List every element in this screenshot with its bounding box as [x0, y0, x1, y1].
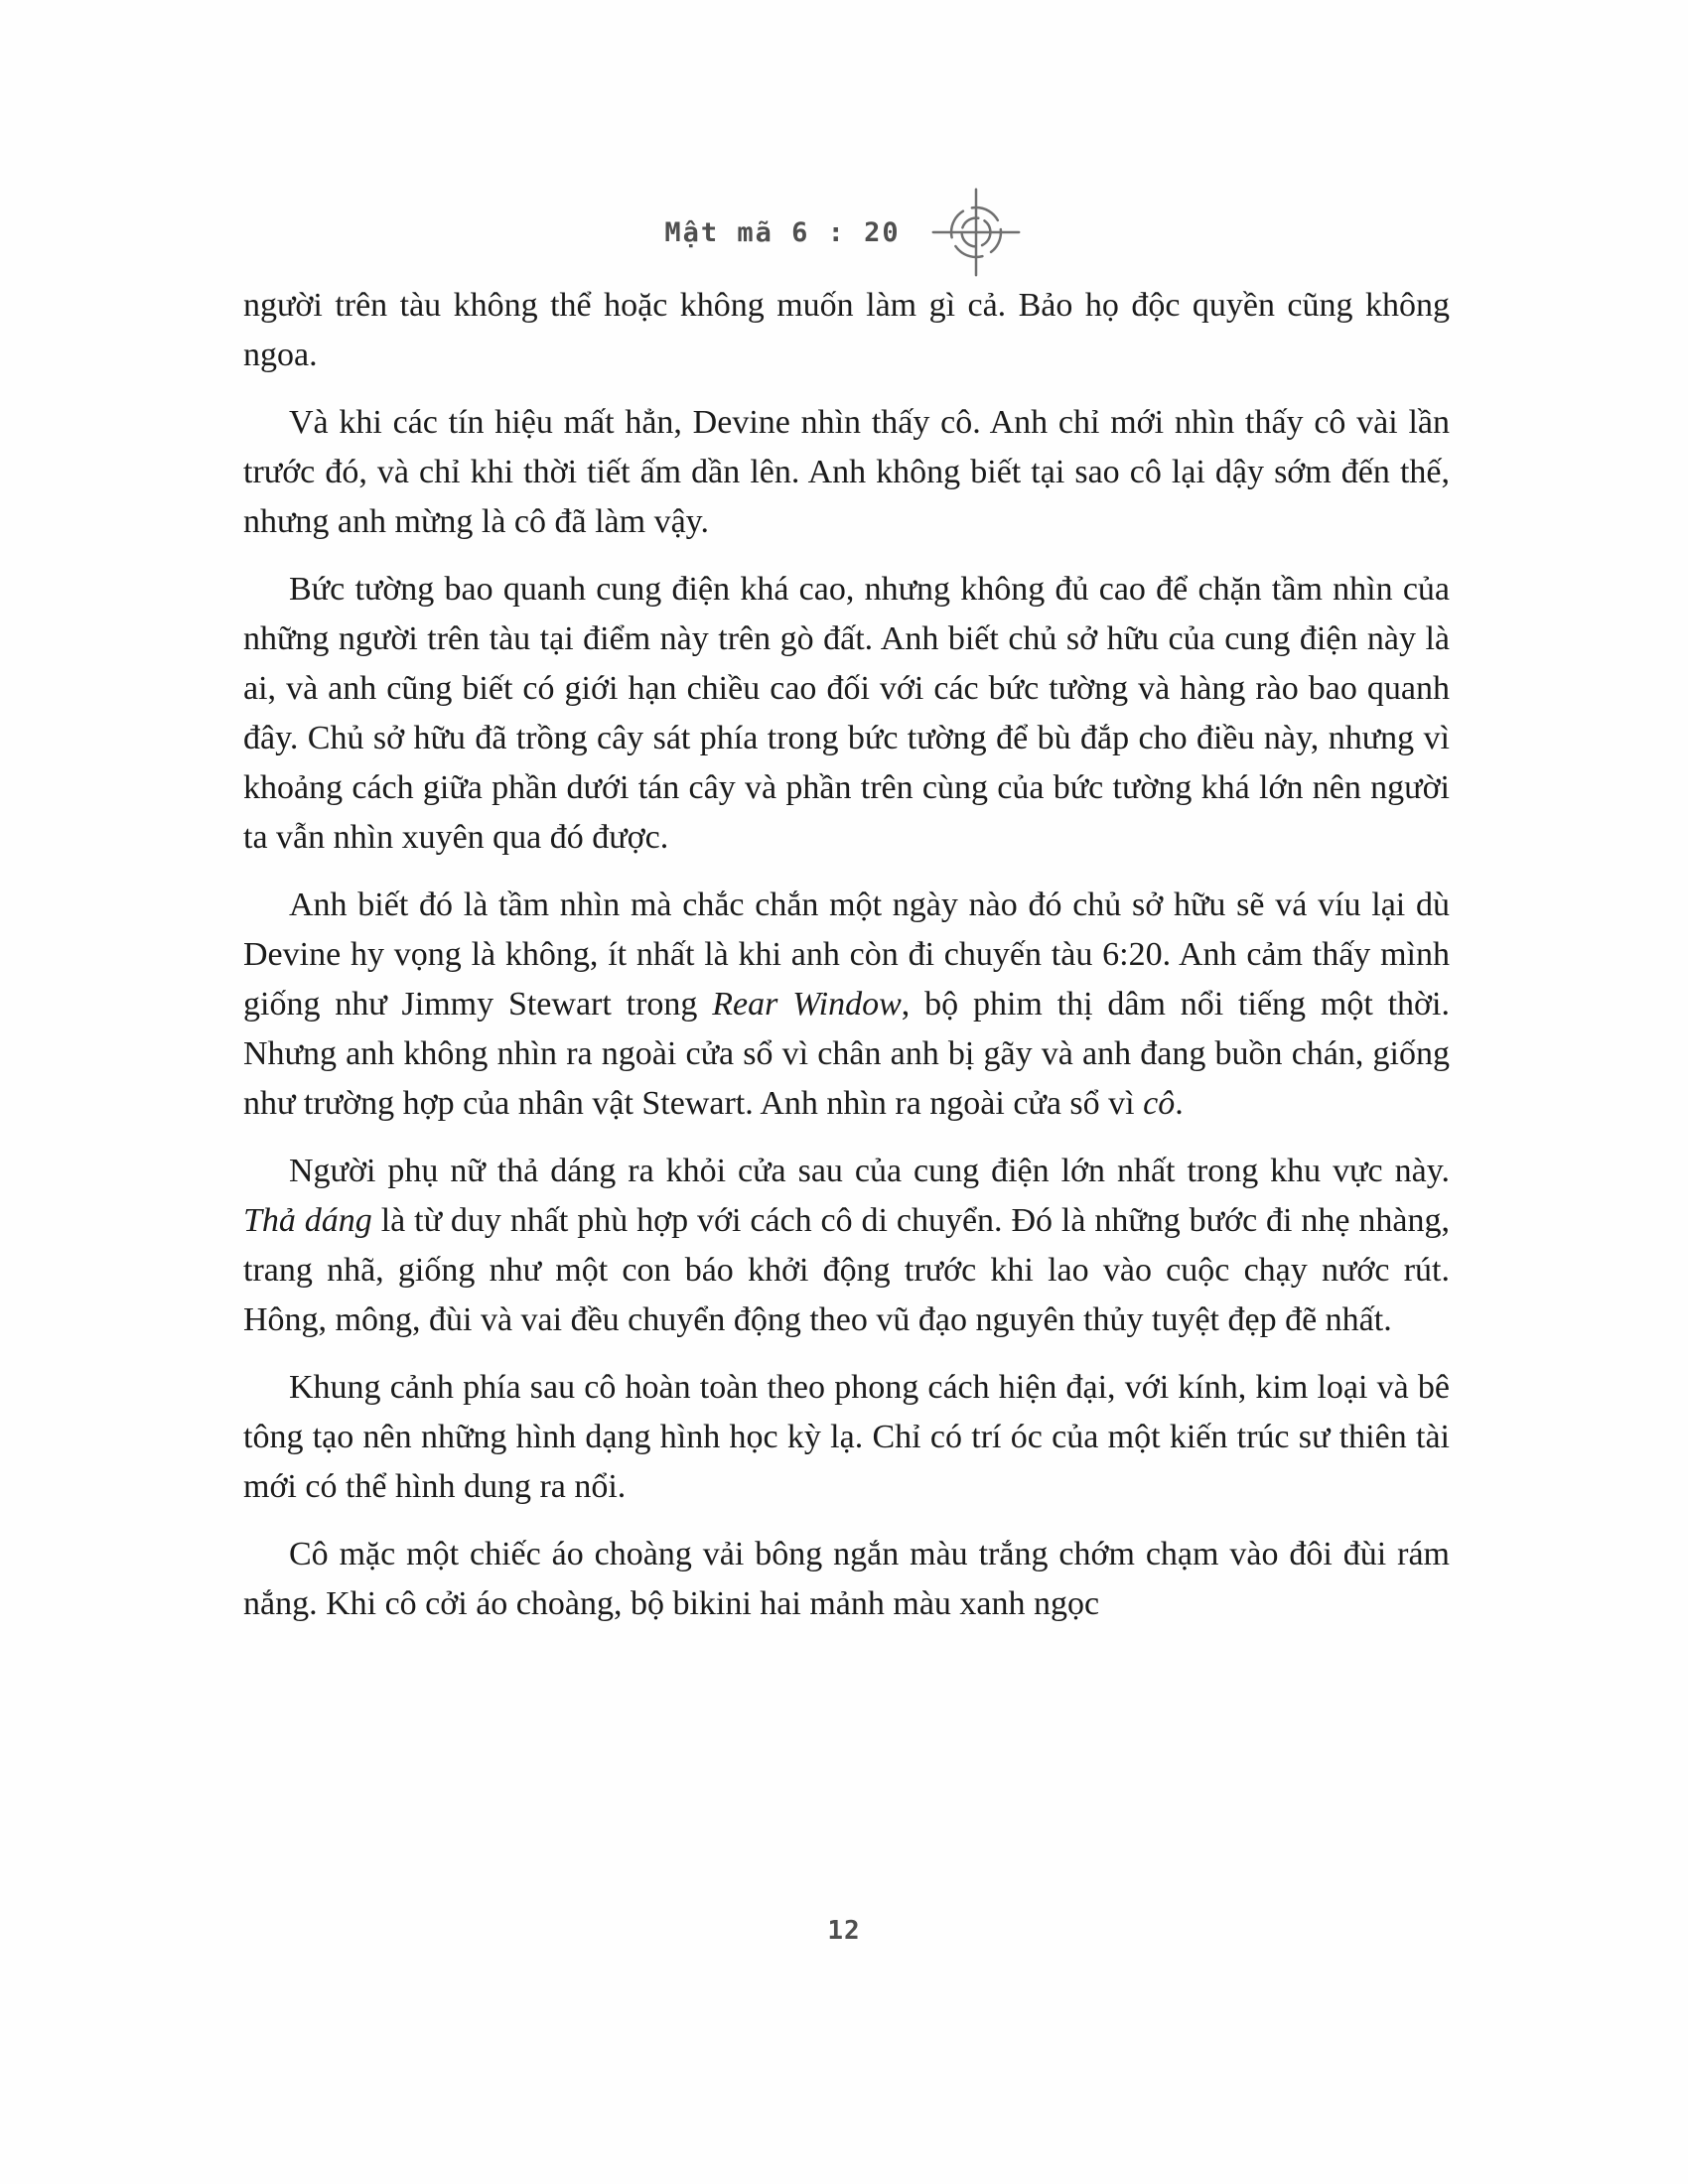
paragraph: [243, 398, 1450, 547]
text-run: người trên tàu không thể hoặc không muốn làm gì cả. Bảo họ độc quyền cũng không ngoa.: [243, 287, 1450, 373]
text-run: Cô mặc một chiếc áo choàng vải bông ngắn màu trắng chớm chạm vào đôi đùi rám nắng. Khi cô cởi áo choàng, bộ bikini hai mảnh màu xanh ngọc: [243, 1536, 1450, 1622]
page-number: 12: [827, 1916, 861, 1946]
text-run: Khung cảnh phía sau cô hoàn toàn theo phong cách hiện đại, với kính, kim loại và bê tông tạo nên những hình dạng hình học kỳ lạ. Chỉ có trí óc của một kiến trúc sư thiên tài mới có thể hình dung ra nổi.: [243, 1369, 1450, 1505]
text-run: Người phụ nữ thả dáng ra khỏi cửa sau của cung điện lớn nhất trong khu vực này.: [289, 1153, 1450, 1189]
italic-text-run: Thả dáng: [243, 1202, 372, 1239]
paragraph: [243, 881, 1450, 1129]
paragraph: [243, 281, 1450, 380]
text-run: Và khi các tín hiệu mất hẳn, Devine nhìn thấy cô. Anh chỉ mới nhìn thấy cô vài lần trước đó, và chỉ khi thời tiết ấm dần lên. Anh không biết tại sao cô lại dậy sớm đến thế, nhưng anh mừng là cô đã làm vậy.: [243, 404, 1450, 540]
italic-text-run: cô: [1143, 1085, 1176, 1122]
text-run: .: [1175, 1085, 1184, 1122]
text-run: là từ duy nhất phù hợp với cách cô di chuyển. Đó là những bước đi nhẹ nhàng, trang nhã, giống như một con báo khởi động trước khi lao vào cuộc chạy nước rút. Hông, mông, đùi và vai đều chuyển động theo vũ đạo nguyên thủy tuyệt đẹp đẽ nhất.: [243, 1202, 1450, 1338]
running-header: [0, 185, 1688, 280]
text-run: , bộ phim thị dâm nổi tiếng một thời. Nhưng anh không nhìn ra ngoài cửa sổ vì chân anh bị gãy và anh đang buồn chán, giống như trường hợp của nhân vật Stewart. Anh nhìn ra ngoài cửa sổ vì: [243, 986, 1450, 1122]
text-run: Anh biết đó là tầm nhìn mà chắc chắn một ngày nào đó chủ sở hữu sẽ vá víu lại dù Devine hy vọng là không, ít nhất là khi anh còn đi chuyến tàu 6:20. Anh cảm thấy mình giống như Jimmy Stewart trong: [243, 887, 1450, 1023]
paragraph: [243, 1147, 1450, 1345]
italic-text-run: Rear Window: [712, 986, 902, 1023]
crosshair-icon: [928, 185, 1024, 280]
paragraph: [243, 1530, 1450, 1629]
body-text: [243, 281, 1450, 1647]
running-header-title: Mật mã 6 : 20: [664, 216, 901, 248]
text-run: Bức tường bao quanh cung điện khá cao, nhưng không đủ cao để chặn tầm nhìn của những người trên tàu tại điểm này trên gò đất. Anh biết chủ sở hữu của cung điện này là ai, và anh cũng biết có giới hạn chiều cao đối với các bức tường và hàng rào bao quanh đây. Chủ sở hữu đã trồng cây sát phía trong bức tường để bù đắp cho điều này, nhưng vì khoảng cách giữa phần dưới tán cây và phần trên cùng của bức tường khá lớn nên người ta vẫn nhìn xuyên qua đó được.: [243, 571, 1450, 856]
paragraph: [243, 565, 1450, 863]
paragraph: [243, 1363, 1450, 1512]
